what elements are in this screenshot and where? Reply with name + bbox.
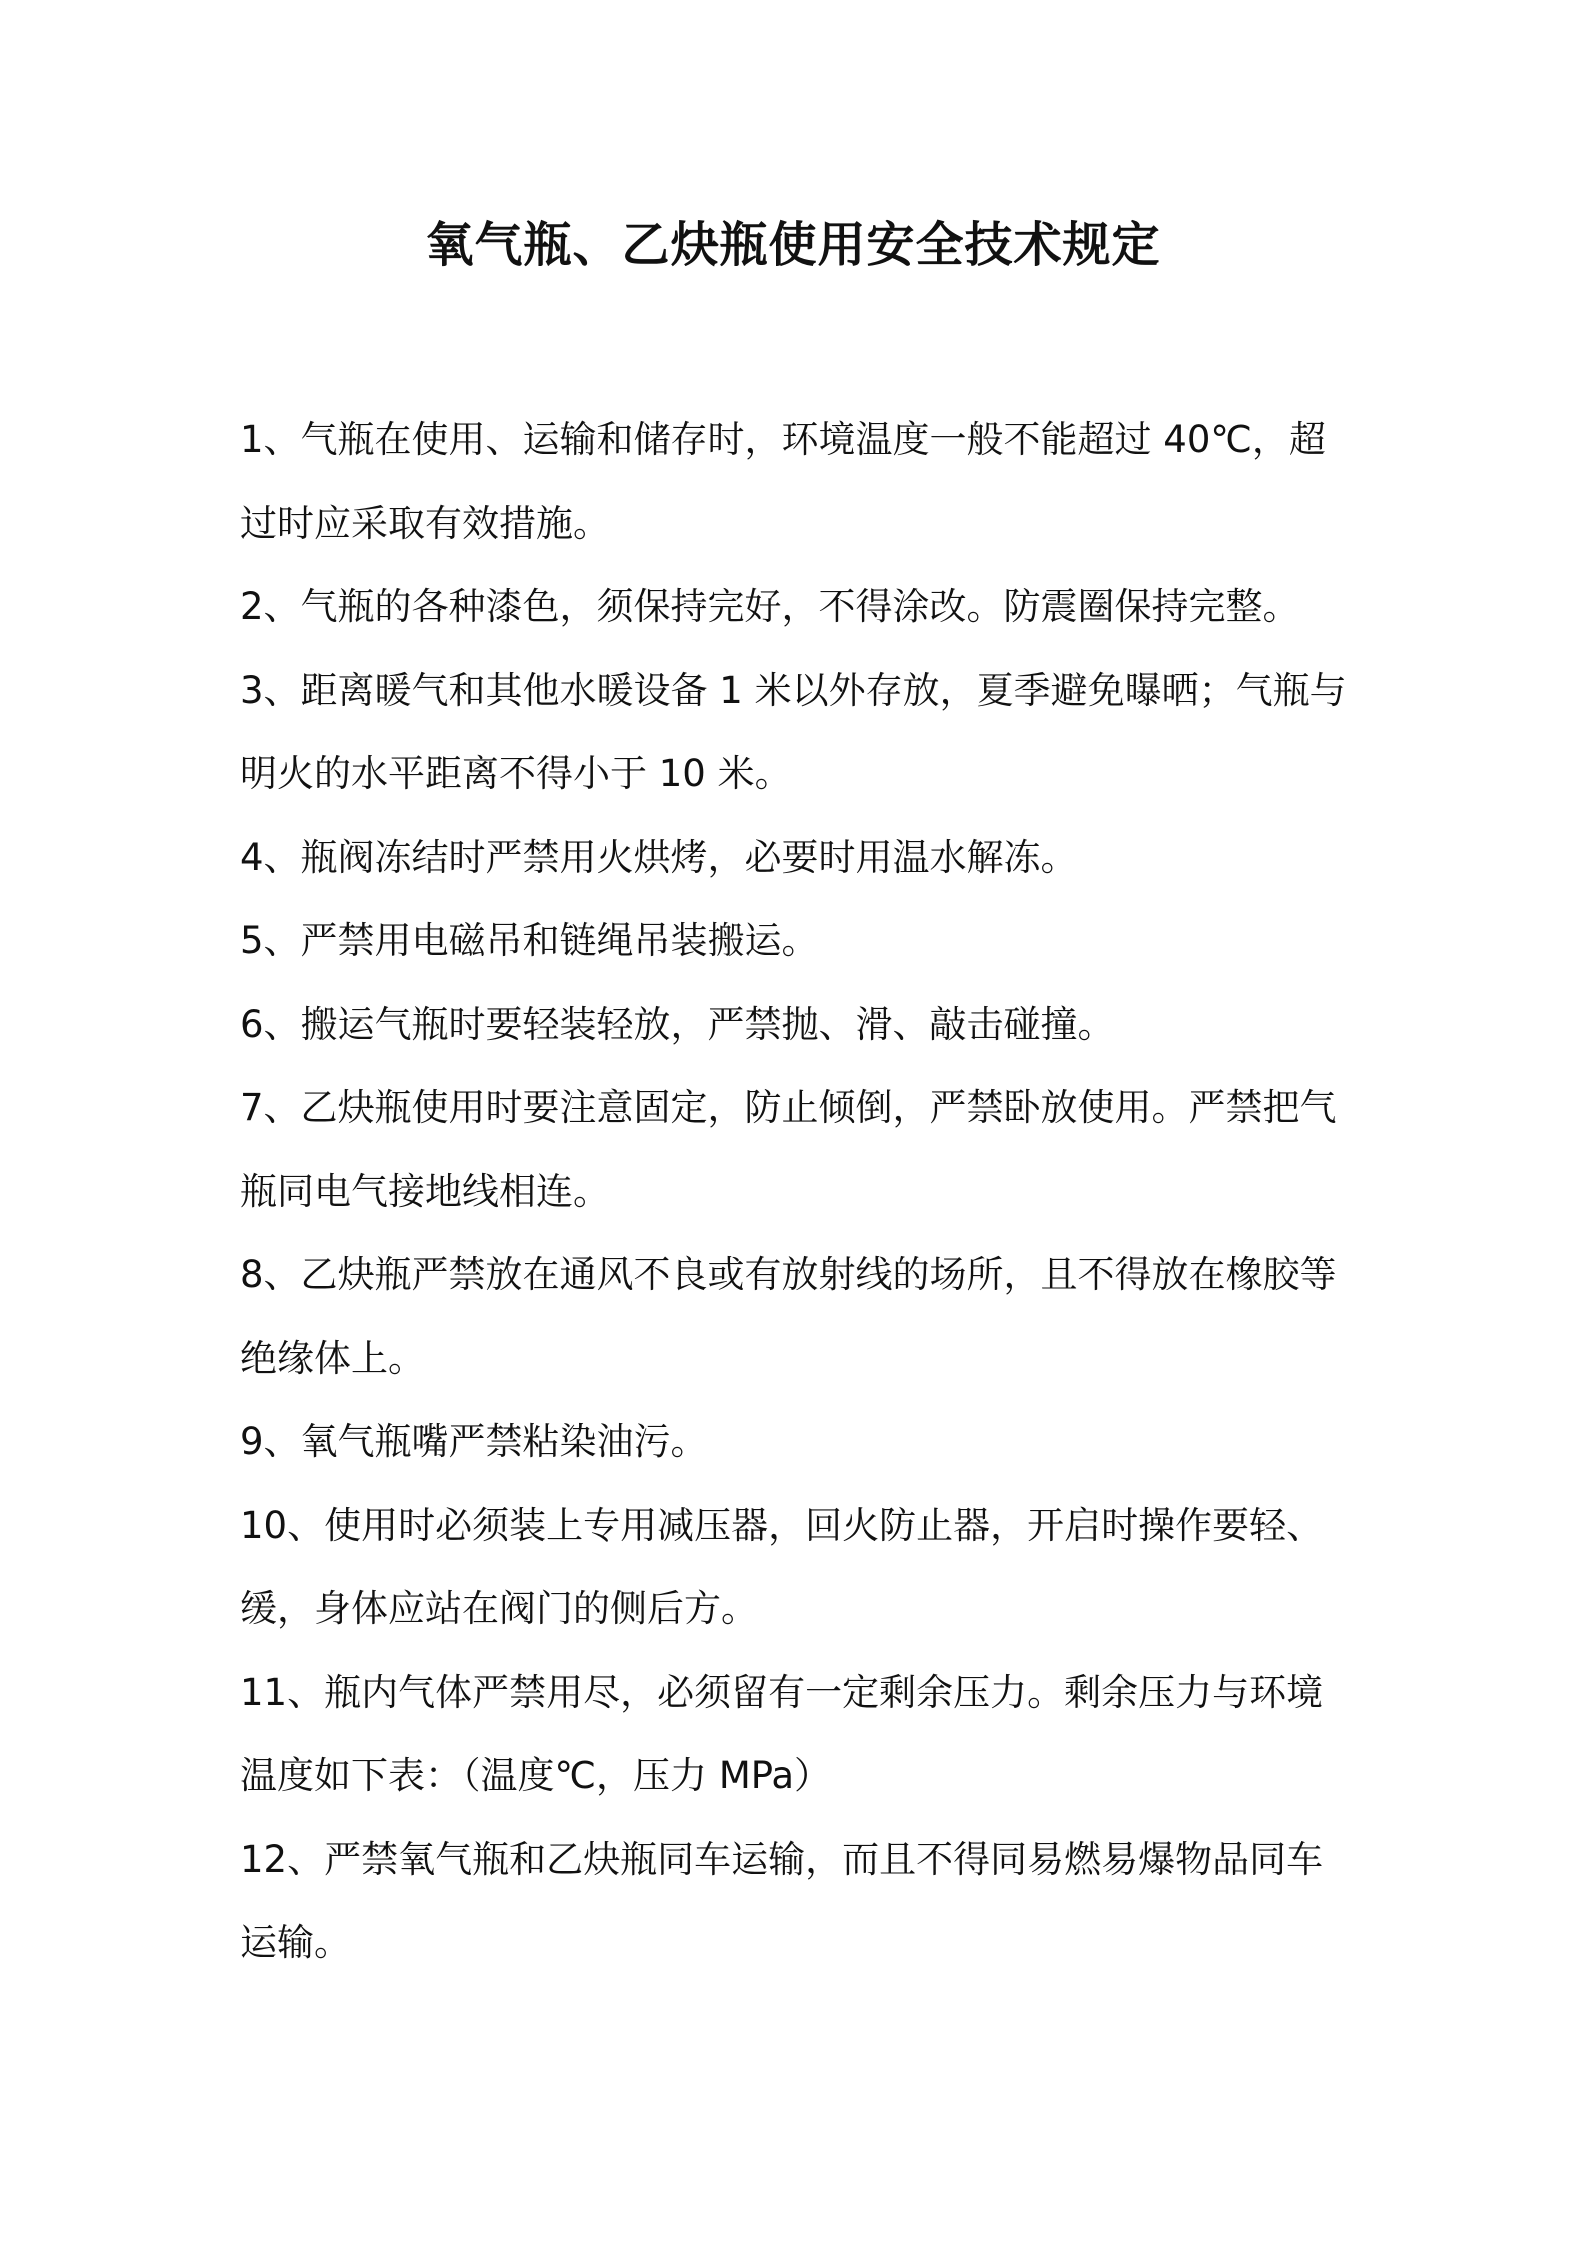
rule-list — [240, 398, 1355, 1985]
rule-item: 5、严禁用电磁吊和链绳吊装搬运。 — [240, 919, 819, 962]
rule-item: 9、氧气瓶嘴严禁粘染油污。 — [240, 1420, 708, 1463]
rule-item: 3、距离暖气和其他水暖设备 1 米以外存放，夏季避免曝晒；气瓶与明火的水平距离不得小于 10 米。 — [240, 668, 1347, 795]
rule-item: 2、气瓶的各种漆色，须保持完好，不得涂改。防震圈保持完整。 — [240, 585, 1300, 628]
rule-item: 1、气瓶在使用、运输和储存时，环境温度一般不能超过 40℃，超过时应采取有效措施。 — [240, 418, 1326, 545]
document-title: 氧气瓶、乙炔瓶使用安全技术规定 — [425, 217, 1161, 273]
rule-item: 10、使用时必须装上专用减压器，回火防止器，开启时操作要轻、缓，身体应站在阀门的侧后方。 — [240, 1503, 1324, 1630]
rule-item: 7、乙炔瓶使用时要注意固定，防止倾倒，严禁卧放使用。严禁把气瓶同电气接地线相连。 — [240, 1086, 1337, 1213]
rule-item: 12、严禁氧气瓶和乙炔瓶同车运输，而且不得同易燃易爆物品同车运输。 — [240, 1837, 1324, 1964]
rule-item: 6、搬运气瓶时要轻装轻放，严禁抛、滑、敲击碰撞。 — [240, 1002, 1115, 1046]
rule-item: 11、瓶内气体严禁用尽，必须留有一定剩余压力。剩余压力与环境温度如下表：（温度℃，压力 MPa） — [240, 1670, 1324, 1797]
rule-item: 8、乙炔瓶严禁放在通风不良或有放射线的场所，且不得放在橡胶等绝缘体上。 — [240, 1253, 1337, 1380]
rule-item: 4、瓶阀冻结时严禁用火烘烤，必要时用温水解冻。 — [240, 835, 1078, 879]
